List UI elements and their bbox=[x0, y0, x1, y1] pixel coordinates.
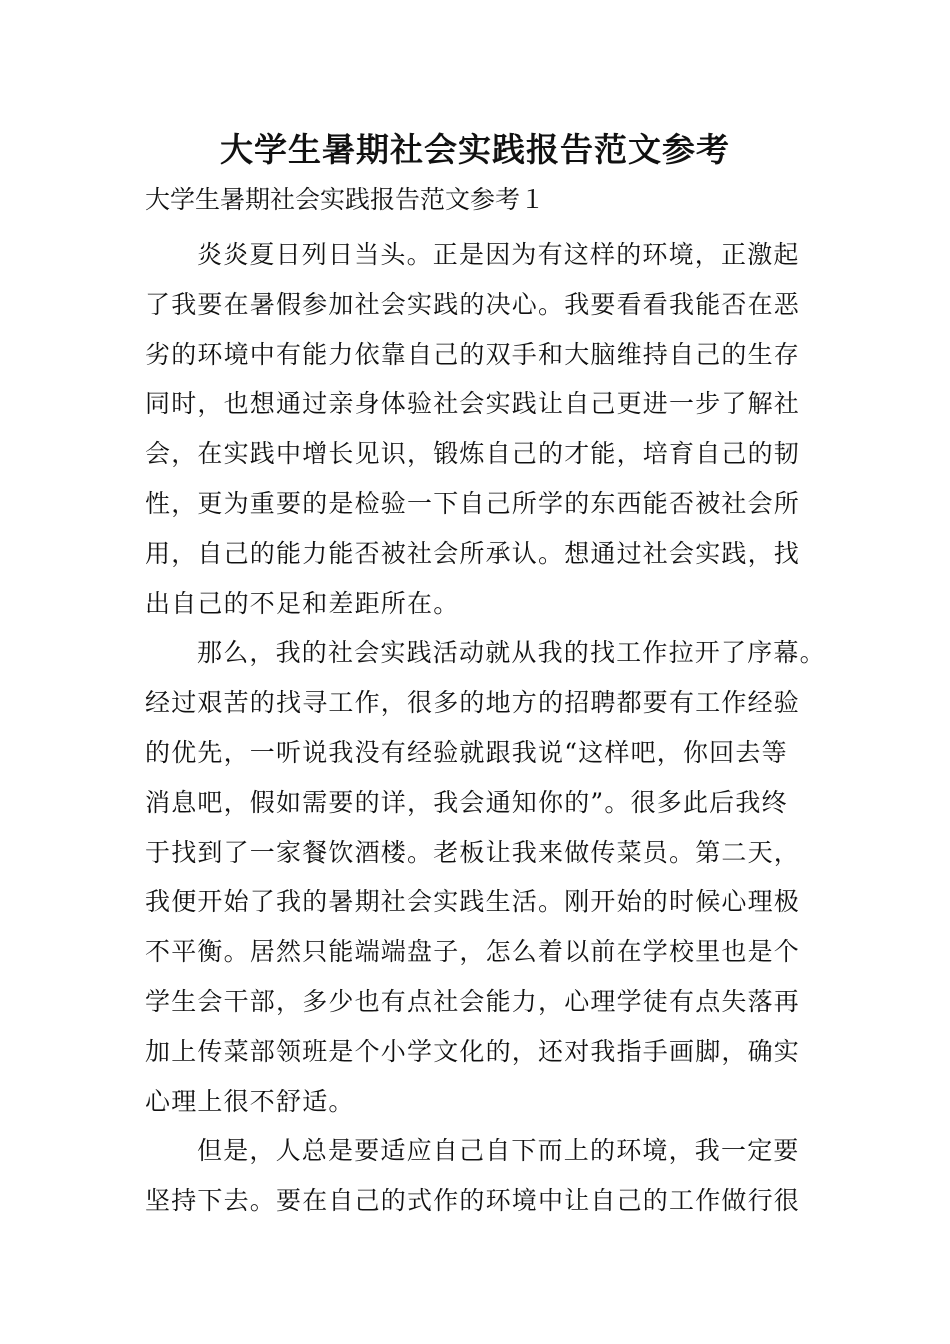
text-line: 坚持下去。要在自己的式作的环境中让自己的工作做行很 bbox=[145, 1186, 801, 1216]
text-line: 性，更为重要的是检验一下自己所学的东西能否被社会所 bbox=[145, 488, 801, 518]
text-line: 不平衡。居然只能端端盘子，怎么着以前在学校里也是个 bbox=[145, 937, 801, 967]
text-line: 的优先，一听说我没有经验就跟我说“这样吧，你回去等 bbox=[145, 737, 788, 767]
text-line: 心理上很不舒适。 bbox=[145, 1086, 355, 1116]
text-line: 但是，人总是要适应自己自下而上的环境，我一定要 bbox=[197, 1136, 800, 1166]
text-line: 劣的环境中有能力依靠自己的双手和大脑维持自己的生存 bbox=[145, 339, 801, 369]
text-line: 出自己的不足和差距所在。 bbox=[145, 588, 460, 618]
text-line: 加上传菜部领班是个小学文化的，还对我指手画脚，确实 bbox=[145, 1036, 801, 1066]
text-line: 经过艰苦的找寻工作，很多的地方的招聘都要有工作经验 bbox=[145, 688, 801, 718]
text-line: 学生会干部，多少也有点社会能力，心理学徒有点失落再 bbox=[145, 986, 801, 1016]
text-line: 那么，我的社会实践活动就从我的找工作拉开了序幕。 bbox=[197, 638, 826, 668]
document-title: 大学生暑期社会实践报告范文参考 bbox=[220, 130, 730, 169]
paragraph-1 bbox=[145, 230, 845, 628]
text-line: 同时，也想通过亲身体验社会实践让自己更进一步了解社 bbox=[145, 389, 801, 419]
text-line: 我便开始了我的暑期社会实践生活。刚开始的时候心理极 bbox=[145, 887, 801, 917]
paragraph-2 bbox=[145, 628, 845, 1126]
document-subtitle: 大学生暑期社会实践报告范文参考１ bbox=[145, 185, 546, 214]
paragraph-3 bbox=[145, 1126, 845, 1226]
text-line: 炎炎夏日列日当头。正是因为有这样的环境，正激起 bbox=[197, 240, 800, 269]
text-line: 会，在实践中增长见识，锻炼自己的才能，培育自己的韧 bbox=[145, 439, 801, 469]
text-line: 消息吧，假如需要的详，我会通知你的”。很多此后我终 bbox=[145, 787, 788, 817]
text-line: 于找到了一家餐饮酒楼。老板让我来做传菜员。第二天， bbox=[145, 837, 801, 867]
text-line: 了我要在暑假参加社会实践的决心。我要看看我能否在恶 bbox=[145, 289, 801, 319]
text-line: 用，自己的能力能否被社会所承认。想通过社会实践，找 bbox=[145, 538, 801, 568]
document-body bbox=[145, 230, 845, 1226]
